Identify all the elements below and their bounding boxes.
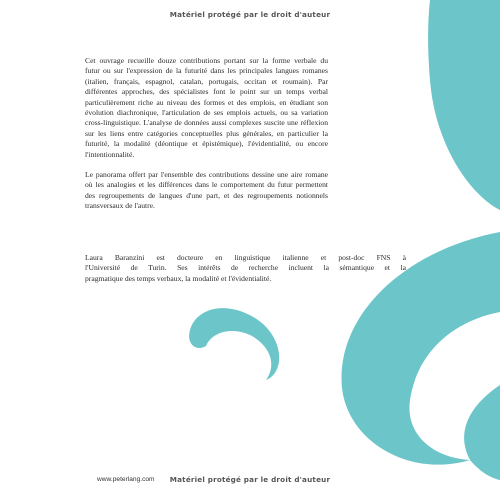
text-line: l'intentionnalité. [85,149,135,159]
description-paragraph-1 [85,56,328,160]
text-line: futurité, la modalité (déontique et épistémique), l'évidentialité, ou encore [85,139,328,149]
copyright-watermark-bottom: Matériel protégé par le droit d'auteur [169,475,331,484]
swirl-tail [464,385,500,480]
text-line: Cet ouvrage recueille douze contributions portant sur la forme verbale du [85,56,328,65]
text-line: transversaux de l'autre. [85,201,155,211]
text-line: (italien, français, espagnol, catalan, portugais, occitan et roumain). Par [85,76,328,86]
publisher-website: www.peterlang.com [97,476,155,483]
text-line: différentes approches, des spécialistes font le point sur un temps verbal [85,87,328,97]
text-line: évolution diachronique, l'articulation de ses emplois actuels, ou sa variation [85,107,328,117]
text-line: Le panorama offert par l'ensemble des contributions dessine une aire romane [85,170,328,179]
text-line: l'Université de Turin. Ses intérêts de recherche incluent la sémantique et la [85,263,406,273]
author-bio [85,253,406,284]
text-line: particulièrement riche au niveau des formes et des emplois, en étudiant son [85,97,328,107]
copyright-watermark-top: Matériel protégé par le droit d'auteur [169,10,331,19]
text-line: futur ou sur l'expression de la futurité dans les principales langues romanes [85,66,328,76]
text-line: Laura Baranzini est docteure en linguistique italienne et post-doc FNS à [85,253,406,262]
text-line: cross-linguistique. L'analyse de données aussi complexes suscite une réflexion [85,118,328,128]
swirl-upper-band [428,0,500,210]
text-line: où les analogies et les différences dans le comportement du futur permettent [85,180,328,190]
text-line: sur les liens entre catégories conceptuelles plus générales, en particulier la [85,128,328,138]
swirl-hook [189,308,279,380]
text-line: pragmatique des temps verbaux, la modalité et l'évidentialité. [85,273,272,283]
text-line: des regroupements de langues d'une part, et des regroupements notionnels [85,190,328,200]
description-paragraph-2 [85,170,328,212]
